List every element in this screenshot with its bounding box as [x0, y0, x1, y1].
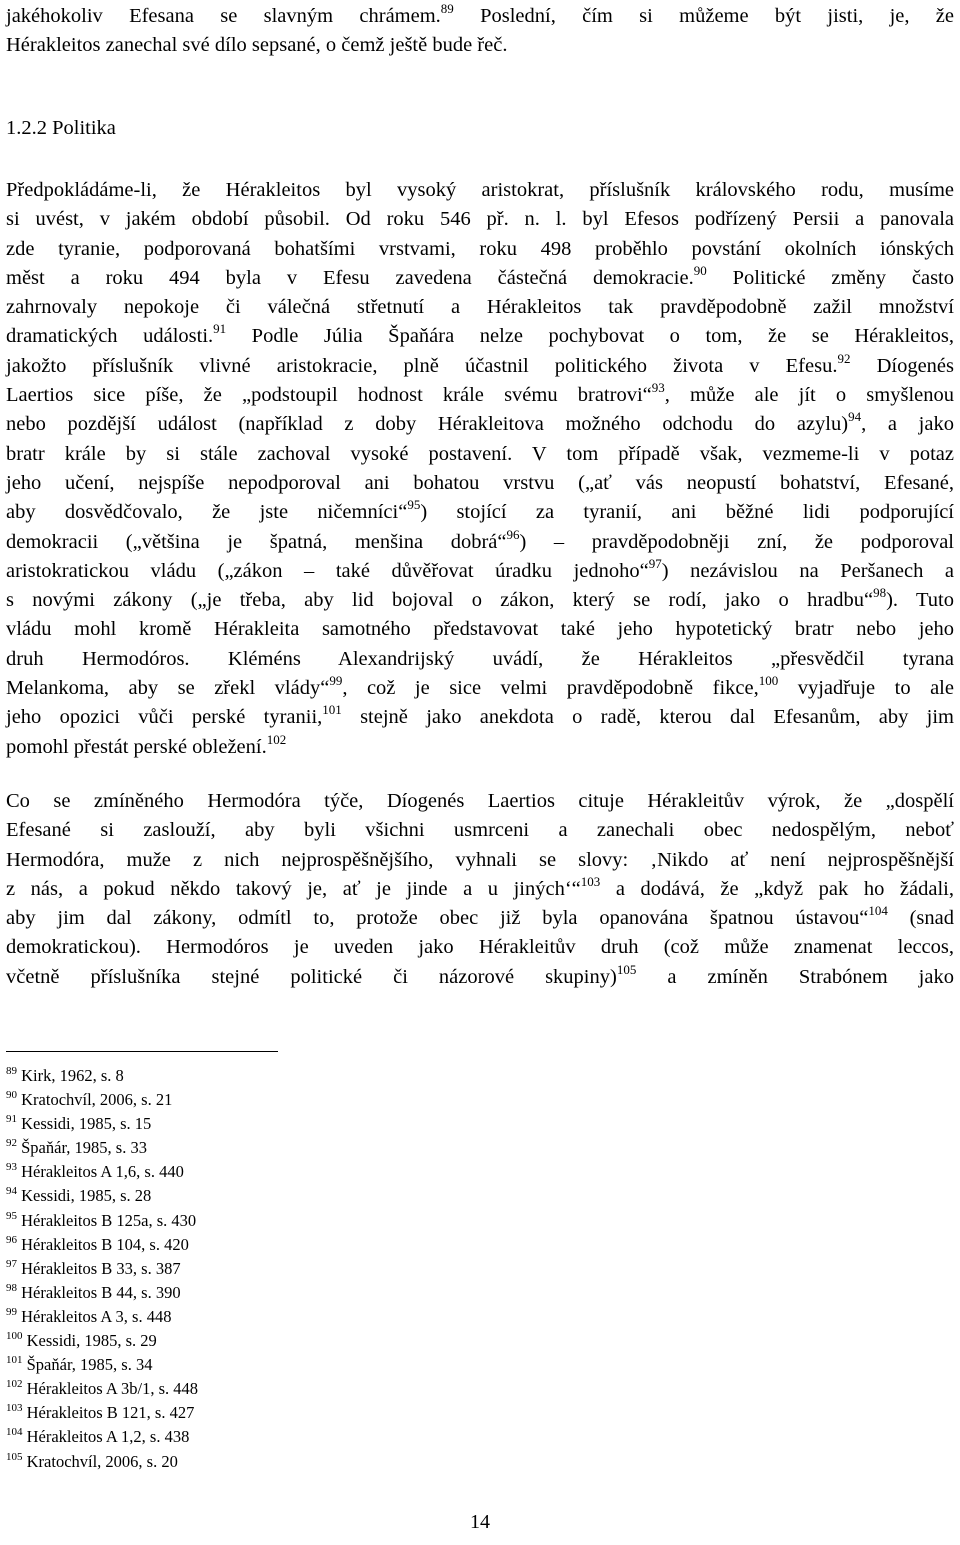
- text-line: druh Hermodóros. Kléméns Alexandrijský uvádí, že Hérakleitos „přesvědčil tyrana: [6, 647, 954, 670]
- text-span: z nás, a pokud někdo takový je, ať je jinde a u jiných‘“: [6, 877, 581, 900]
- footnote-number: 103: [6, 1402, 23, 1415]
- footnote: [6, 1064, 198, 1088]
- text-line: bratr krále by si stále zachoval vysoké postavení. V tom případě však, vezmeme-li v potaz: [6, 442, 954, 465]
- text-line: [6, 322, 954, 351]
- footnote-ref: 101: [322, 702, 342, 718]
- text-line: zde tyranie, podporovaná bohatšími vrstvami, roku 498 proběhlo povstání okolních iónských: [6, 237, 954, 260]
- text-line: [6, 703, 954, 732]
- paragraph-politika: [6, 176, 954, 762]
- footnote-number: 90: [6, 1089, 17, 1102]
- footnote: [6, 1425, 198, 1449]
- text-line: [6, 674, 954, 703]
- footnote-text: Špaňár, 1985, s. 33: [17, 1138, 147, 1158]
- text-line: [6, 557, 954, 586]
- footnote-number: 101: [6, 1354, 23, 1367]
- section-heading: 1.2.2 Politika: [6, 117, 116, 139]
- footnote-separator: [6, 1051, 278, 1052]
- footnote-number: 89: [6, 1065, 17, 1077]
- footnote-text: Kratochvíl, 2006, s. 20: [22, 1451, 178, 1471]
- text-span: Politické změny často: [706, 266, 954, 289]
- footnote-text: Hérakleitos A 1,6, s. 440: [17, 1162, 184, 1182]
- footnote: [6, 1136, 198, 1160]
- text-line: jeho učení, nejspíše nepodporoval ani bohatou vrstvu („ať vás neopustí bohatství, Efesané,: [6, 471, 954, 494]
- text-span: aristokratickou vládu („zákon – také důvěřovat úradku jednoho“: [6, 559, 649, 582]
- text-span: , což je sice velmi pravděpodobně fikce,: [342, 677, 759, 700]
- footnote-text: Špaňár, 1985, s. 34: [22, 1355, 153, 1375]
- text-line: zahrnovaly nepokoje či válečná střetnutí a Hérakleitos tak pravděpodobně zažil množství: [6, 296, 954, 319]
- text-line: Hérakleitos zanechal své dílo sepsané, o čemž ještě bude řeč.: [6, 34, 508, 57]
- footnote-text: Hérakleitos A 1,2, s. 438: [22, 1427, 190, 1447]
- text-span: pomohl přestát perské obležení.: [6, 735, 267, 758]
- footnote-ref: 91: [213, 321, 227, 337]
- footnote: [6, 1088, 198, 1112]
- footnote-text: Hérakleitos B 121, s. 427: [22, 1403, 195, 1423]
- text-line: Co se zmíněného Hermodóra týče, Díogenés Laertios cituje Hérakleitův výrok, že „dospělí: [6, 790, 954, 812]
- text-line: [6, 2, 954, 31]
- footnote-ref: 92: [837, 350, 851, 366]
- footnote: [6, 1377, 198, 1401]
- text-span: s novými zákony („je třeba, aby lid bojoval o zákon, který se rodí, jako o hradbu“: [6, 589, 874, 612]
- footnote-number: 94: [6, 1185, 17, 1198]
- text-line: [6, 410, 954, 439]
- footnote-ref: 89: [440, 1, 454, 16]
- text-line: Předpokládáme-li, že Hérakleitos byl vysoký aristokrat, příslušník královského rodu, musíme: [6, 179, 954, 201]
- footnote-number: 100: [6, 1330, 23, 1343]
- text-span: Díogenés: [850, 354, 954, 377]
- footnote-number: 96: [6, 1233, 17, 1246]
- footnote-ref: 104: [868, 903, 888, 919]
- footnote-text: Kessidi, 1985, s. 15: [17, 1114, 152, 1134]
- footnote: [6, 1329, 198, 1353]
- footnote-ref: 90: [693, 262, 707, 278]
- text-span: Laertios sice píše, že „podstoupil hodnost krále svému bratrovi“: [6, 384, 652, 407]
- footnote: [6, 1450, 198, 1474]
- footnote-ref: 102: [266, 731, 287, 747]
- footnote-text: Hérakleitos B 125a, s. 430: [17, 1210, 197, 1230]
- text-line: [6, 498, 954, 527]
- text-line: si uvést, v jakém období působil. Od roku 546 př. n. l. byl Efesos podřízený Persii a panovala: [6, 208, 954, 231]
- footnote-text: Kessidi, 1985, s. 29: [22, 1331, 157, 1351]
- text-span: aby jim dal zákony, odmítl to, protože obec již byla opanována špatnou ústavou“: [6, 907, 869, 930]
- text-span: (snad: [887, 907, 954, 930]
- footnote-text: Kirk, 1962, s. 8: [17, 1066, 124, 1085]
- footnote-number: 104: [6, 1426, 23, 1439]
- text-line: [6, 528, 954, 557]
- footnote-text: Kratochvíl, 2006, s. 21: [17, 1090, 173, 1110]
- text-span: včetně příslušníka stejné politické či názorové skupiny): [6, 965, 617, 988]
- text-span: Podle Júlia Špaňára nelze pochybovat o tom, že se Hérakleitos,: [226, 325, 954, 348]
- text-span: a dodává, že „když pak ho žádali,: [600, 877, 954, 900]
- text-line: [6, 904, 954, 933]
- text-line: Efesané si zaslouží, aby byli všichni usmrceni a zanechali obec nedospělým, neboť: [6, 819, 954, 842]
- footnote-text: Hérakleitos B 44, s. 390: [17, 1282, 181, 1302]
- footnote-number: 93: [6, 1161, 17, 1174]
- text-span: jakožto příslušník vlivné aristokracie, plně účastnil politického života v Efesu.: [6, 354, 838, 377]
- text-span: ) stojící za tyranií, ani běžné lidi podporující: [420, 501, 954, 524]
- text-span: Poslední, čím si můžeme být jisti, je, že: [453, 5, 954, 27]
- text-span: jakéhokoliv Efesana se slavným chrámem.: [6, 5, 441, 27]
- footnote-text: Hérakleitos B 33, s. 387: [17, 1258, 181, 1278]
- text-span: jeho opozici vůči perské tyranii,: [6, 706, 323, 729]
- text-span: ). Tuto: [886, 589, 954, 612]
- footnote-number: 105: [6, 1450, 23, 1463]
- text-span: ) nezávislou na Peršanech a: [661, 559, 954, 582]
- footnote: [6, 1353, 198, 1377]
- footnote: [6, 1184, 198, 1208]
- footnote-text: Hérakleitos A 3b/1, s. 448: [22, 1379, 199, 1399]
- footnote: [6, 1209, 198, 1233]
- footnote-ref: 95: [407, 497, 421, 513]
- text-span: stejně jako anekdota o radě, kterou dal Efesanům, aby jim: [341, 706, 954, 729]
- text-span: , a jako: [861, 413, 954, 436]
- text-span: vyjadřuje to ale: [778, 677, 954, 700]
- footnote-ref: 96: [506, 526, 520, 542]
- text-line: [6, 381, 954, 410]
- footnote-ref: 98: [873, 585, 887, 601]
- footnote: [6, 1401, 198, 1425]
- text-span: aby dosvědčovalo, že jste ničemníci“: [6, 501, 408, 524]
- footnote-text: Hérakleitos B 104, s. 420: [17, 1234, 189, 1254]
- text-span: demokracii („většina je špatná, menšina dobrá“: [6, 530, 507, 553]
- footnote-text: Kessidi, 1985, s. 28: [17, 1186, 152, 1206]
- footnote-ref: 93: [651, 380, 665, 396]
- footnote-ref: 100: [758, 673, 779, 689]
- footnote-number: 99: [6, 1305, 17, 1318]
- footnote: [6, 1233, 198, 1257]
- footnote-ref: 103: [580, 873, 601, 889]
- text-line: [6, 352, 954, 381]
- footnote-number: 91: [6, 1113, 17, 1126]
- footnote-ref: 105: [616, 961, 637, 977]
- footnotes-list: [6, 1064, 198, 1474]
- text-span: měst a roku 494 byla v Efesu zavedena částečná demokracie.: [6, 266, 694, 289]
- footnote-number: 102: [6, 1378, 23, 1391]
- footnote-ref: 94: [848, 409, 862, 425]
- text-line: vládu mohl kromě Hérakleita samotného představovat také jeho hypotetický bratr nebo jeho: [6, 618, 954, 641]
- text-line: [6, 733, 954, 762]
- footnote-number: 95: [6, 1209, 17, 1222]
- text-span: a zmíněn Strabónem jako: [636, 965, 954, 988]
- footnote: [6, 1112, 198, 1136]
- text-line: demokratickou). Hermodóros je uveden jako Hérakleitův druh (což může znamenat leccos,: [6, 936, 954, 959]
- text-span: ) – pravděpodobněji zní, že podporoval: [519, 530, 954, 553]
- text-span: , může ale jít o smyšlenou: [664, 384, 954, 407]
- footnote-number: 98: [6, 1281, 17, 1294]
- text-line: [6, 264, 954, 293]
- paragraph-continuation: [6, 2, 954, 61]
- footnote: [6, 1257, 198, 1281]
- text-line: [6, 963, 954, 992]
- footnote-text: Hérakleitos A 3, s. 448: [17, 1306, 172, 1326]
- footnote: [6, 1281, 198, 1305]
- footnote: [6, 1160, 198, 1184]
- footnote-number: 92: [6, 1137, 17, 1150]
- text-line: [6, 586, 954, 615]
- text-line: Hermodóra, muže z nich nejprospěšnějšího, vyhnali se slovy: ‚Nikdo ať není nejprospěšnější: [6, 848, 954, 871]
- text-span: Melankoma, aby se zřekl vlády“: [6, 677, 330, 700]
- text-span: dramatických události.: [6, 325, 214, 348]
- paragraph-hermodoros: [6, 787, 954, 992]
- footnote-ref: 99: [329, 673, 343, 689]
- text-line: [6, 875, 954, 904]
- footnote-number: 97: [6, 1257, 17, 1270]
- footnote: [6, 1305, 198, 1329]
- footnote-ref: 97: [648, 555, 662, 571]
- text-span: nebo pozdější událost (například z doby Hérakleitova možného odchodu do azylu): [6, 413, 849, 436]
- page-number: 14: [470, 1511, 490, 1533]
